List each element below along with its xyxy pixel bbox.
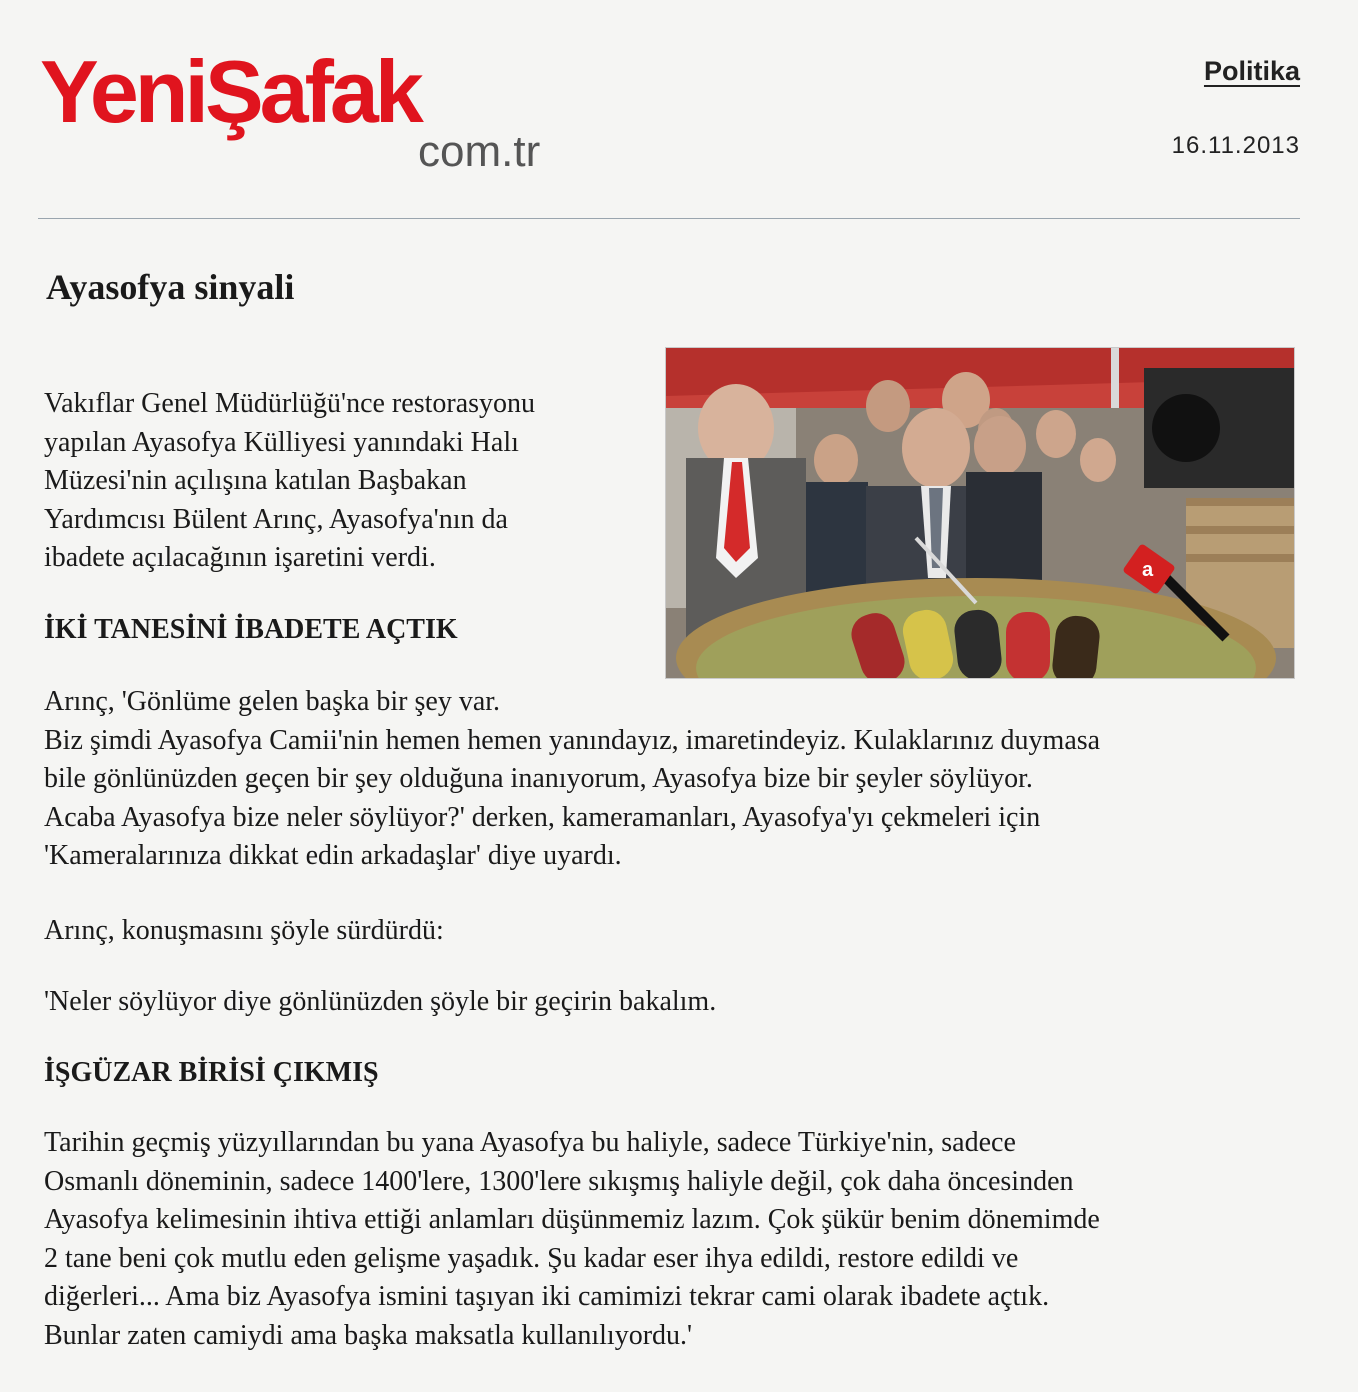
article-title: Ayasofya sinyali [46, 267, 295, 307]
article-lead: Vakıflar Genel Müdürlüğü'nce restorasyonu yapılan Ayasofya Külliyesi yanındaki Halı Müzesi'nin açılışına katılan Başbakan Yardımcısı Bülent Arınç, Ayasofya'nın da ibadete açılacağının işaretini verdi. [44, 388, 536, 574]
paragraph-2: Arınç, 'Gönlüme gelen başka bir şey var. Biz şimdi Ayasofya Camii'nin hemen hemen yanındayız, imaretindeyiz. Kulaklarınız duymasa bile gönlünüzden geçen bir şey olduğuna inanıyorum, Ayasofya bize bir şeyler söylüyor. Acaba Ayasofya bize neler söylüyor?' derken, kameramanları, Ayasofya'yı çekmeleri için 'Kameralarınıza dikkat edin arkadaşlar' diye uyardı. [44, 686, 1101, 872]
category-link[interactable]: Politika [1203, 56, 1300, 86]
paragraph-3: Arınç, konuşmasını şöyle sürdürdü: [44, 915, 444, 946]
microphone-logo: a [1142, 559, 1154, 581]
publish-date: 16.11.2013 [1171, 132, 1300, 159]
paragraph-5: Tarihin geçmiş yüzyıllarından bu yana Ayasofya bu haliyle, sadece Türkiye'nin, sadece Osmanlı döneminin, sadece 1400'lere, 1300'lere sıkışmış haliyle değil, çok daha öncesinden Ayasofya kelimesinin ihtiva ettiği anlamları düşünmemiz lazım. Çok şükür benim dönemimde 2 tane beni çok mutlu eden gelişme yaşadık. Şu kadar eser ihya edildi, restore edildi ve diğerleri... Ama biz Ayasofya ismini taşıyan iki camimizi tekrar cami olarak ibadete açtık. Bunlar zaten camiydi ama başka maksatla kullanılıyordu.' [44, 1127, 1100, 1351]
paragraph-4: 'Neler söylüyor diye gönlünüzden şöyle bir geçirin bakalım. [44, 986, 717, 1017]
photo-illustration [666, 348, 1294, 678]
logo-wordmark: YeniŞafak [40, 42, 420, 141]
header-divider [38, 218, 1300, 219]
article-photo [665, 347, 1295, 679]
subheading-2: İŞGÜZAR BİRİSİ ÇIKMIŞ [44, 1057, 379, 1088]
logo-domain: com.tr [418, 127, 541, 176]
site-logo[interactable] [40, 42, 580, 178]
subheading-1: İKİ TANESİNİ İBADETE AÇTIK [44, 614, 458, 645]
